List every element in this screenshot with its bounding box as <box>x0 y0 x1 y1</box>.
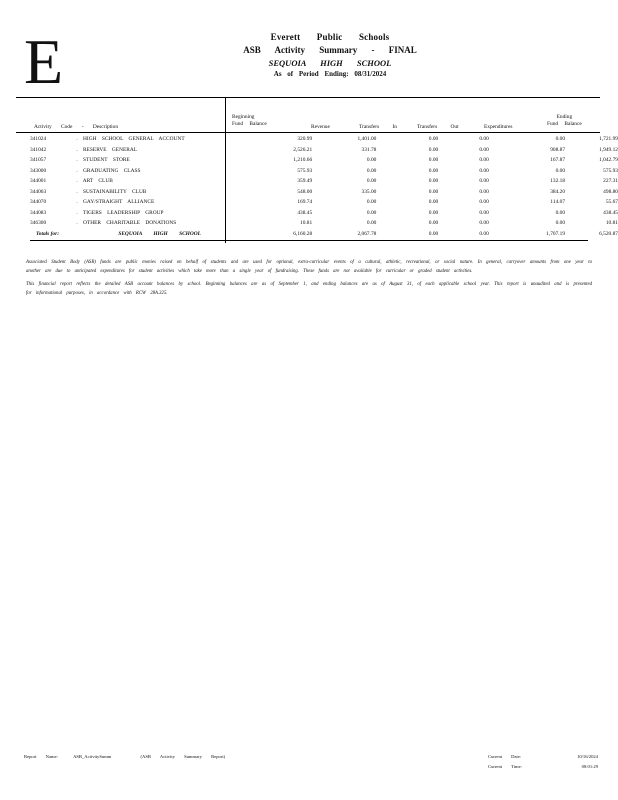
footer-report-desc: (ASB Activity Summary Report) <box>140 754 226 759</box>
row-ending-balance: 498.80 <box>603 188 618 195</box>
row-transfers-out: 0.00 <box>479 136 489 143</box>
row-beginning-balance: 438.45 <box>297 209 313 216</box>
row-revenue: 1,401.00 <box>357 136 377 143</box>
totals-expenditures: 1,707.19 <box>546 230 566 237</box>
row-revenue: 0.00 <box>366 167 377 174</box>
row-ending-balance: 227.31 <box>603 178 618 185</box>
row-beginning-balance: 1,210.66 <box>293 157 313 164</box>
row-activity-code: 341057 <box>30 157 47 164</box>
row-revenue: 331.78 <box>361 146 377 153</box>
row-expenditures: 908.87 <box>550 146 566 153</box>
notes-paragraph-2: This financial report reflects the detailed ASB account balances by school. Beginning balances are as of September 1, and ending balances are as of August 31, of each applicable school year. This report is unaudited and is presented for informational purposes, in accordance with RCW 28A.325. <box>26 282 592 296</box>
row-transfers-in: 0.00 <box>428 188 439 195</box>
row-ending-balance: 1,949.12 <box>599 146 618 153</box>
row-activity-code: 344001 <box>30 178 47 185</box>
footer-time-row <box>488 762 598 772</box>
row-description: . GAY/STRAIGHT ALLIANCE <box>76 199 155 206</box>
row-activity-code: 341042 <box>30 146 47 153</box>
row-revenue: 0.00 <box>366 199 377 206</box>
footer-report-name: ASB_ActivitySumm <box>73 754 112 759</box>
row-transfers-in: 0.00 <box>428 178 439 185</box>
footer-report-info <box>24 752 225 762</box>
table-row <box>30 218 618 229</box>
header-top-rule <box>16 97 600 98</box>
report-title: ASB Activity Summary - FINAL <box>243 45 417 55</box>
district-logo-letter: E <box>24 26 64 97</box>
footer-timestamp <box>488 752 598 772</box>
col-activity-code: Activity Code - Description <box>34 124 119 130</box>
row-beginning-balance: 320.99 <box>297 136 313 143</box>
totals-beginning: 6,160.28 <box>293 230 313 237</box>
row-activity-code: 344083 <box>30 209 47 216</box>
col-expenditures: Expenditures <box>484 124 513 130</box>
row-expenditures: 132.18 <box>550 178 566 185</box>
row-description: . TIGERS LEADERSHIP GROUP <box>76 209 164 216</box>
row-revenue: 0.00 <box>366 157 377 164</box>
row-activity-code: 344070 <box>30 199 47 206</box>
row-transfers-in: 0.00 <box>428 199 439 206</box>
row-activity-code: 341024 <box>30 136 47 143</box>
period-ending: As of Period Ending: 08/31/2024 <box>273 70 387 78</box>
footer-time-label: Current Time: <box>488 764 522 769</box>
table-row <box>30 208 618 219</box>
row-transfers-in: 0.00 <box>428 220 439 227</box>
row-description: . ART CLUB <box>76 178 113 185</box>
row-ending-balance: 10.81 <box>605 220 618 227</box>
row-activity-code: 343000 <box>30 167 47 174</box>
row-transfers-in: 0.00 <box>428 209 439 216</box>
district-name: Everett Public Schools <box>270 32 390 42</box>
totals-row <box>30 229 618 240</box>
table-row <box>30 197 618 208</box>
row-ending-balance: 575.93 <box>603 167 618 174</box>
row-transfers-out: 0.00 <box>479 199 489 206</box>
table-row <box>30 166 618 177</box>
row-transfers-out: 0.00 <box>479 220 489 227</box>
row-transfers-out: 0.00 <box>479 146 489 153</box>
row-transfers-in: 0.00 <box>428 157 439 164</box>
totals-transfers-in: 0.00 <box>428 230 439 237</box>
footer-date-value: 10/16/2024 <box>577 754 598 759</box>
table-row <box>30 187 618 198</box>
col-beginning-bottom: Fund Balance <box>232 121 267 127</box>
row-expenditures: 167.87 <box>550 157 566 164</box>
notes-paragraph-1: Associated Student Body (ASB) funds are public monies raised on behalf of students and are used for optional, extra-curricular events of a cultural, athletic, recreational, or social nature. In general, carryover amounts from one year to another are due to anticipated expenditures for student activities which take more than a single year of fundraising. These funds are not available for curricular or graded student activities. <box>26 260 592 274</box>
row-transfers-out: 0.00 <box>479 167 489 174</box>
row-expenditures: 384.20 <box>550 188 566 195</box>
row-activity-code: 344063 <box>30 188 47 195</box>
row-revenue: 0.00 <box>366 178 377 185</box>
col-transfers-in: Transfers In <box>359 124 398 130</box>
row-revenue: 335.00 <box>361 188 377 195</box>
totals-rule <box>30 240 588 241</box>
row-beginning-balance: 575.93 <box>297 167 313 174</box>
row-ending-balance: 1,721.99 <box>599 136 618 143</box>
table-row <box>30 145 618 156</box>
report-header <box>230 32 430 78</box>
row-transfers-in: 0.00 <box>428 167 439 174</box>
col-transfers-out: Transfers Out <box>417 124 459 130</box>
row-description: . SUSTAINABILITY CLUB <box>76 188 147 195</box>
col-ending-top: Ending <box>556 114 573 120</box>
header-bottom-rule <box>16 132 600 133</box>
report-notes <box>26 258 592 302</box>
row-revenue: 0.00 <box>366 209 377 216</box>
row-transfers-in: 0.00 <box>428 136 439 143</box>
row-ending-balance: 55.67 <box>605 199 618 206</box>
row-description: . STUDENT STORE <box>76 157 130 164</box>
row-beginning-balance: 169.74 <box>297 199 313 206</box>
row-description: . HIGH SCHOOL GENERAL ACCOUNT <box>76 136 185 143</box>
totals-revenue: 2,067.78 <box>357 230 377 237</box>
col-ending <box>547 114 582 128</box>
table-row <box>30 155 618 166</box>
row-transfers-out: 0.00 <box>479 178 489 185</box>
row-ending-balance: 438.45 <box>603 209 618 216</box>
row-revenue: 0.00 <box>366 220 377 227</box>
row-expenditures: 0.00 <box>555 167 566 174</box>
row-description: . GRADUATING CLASS <box>76 167 141 174</box>
totals-school: SEQUOIA HIGH SCHOOL <box>118 230 201 237</box>
row-beginning-balance: 10.81 <box>300 220 313 227</box>
col-ending-bottom: Fund Balance <box>547 121 582 127</box>
row-activity-code: 346300 <box>30 220 47 227</box>
row-transfers-out: 0.00 <box>479 188 489 195</box>
row-beginning-balance: 2,526.21 <box>293 146 313 153</box>
col-revenue: Revenue <box>311 124 330 130</box>
table-row <box>30 176 618 187</box>
row-transfers-in: 0.00 <box>428 146 439 153</box>
row-description: . OTHER CHARITABLE DONATIONS <box>76 220 177 227</box>
school-name: SEQUOIA HIGH SCHOOL <box>268 58 392 68</box>
col-beginning <box>232 114 267 128</box>
activity-table <box>30 134 618 239</box>
row-expenditures: 114.07 <box>550 199 566 206</box>
row-expenditures: 0.00 <box>555 220 566 227</box>
totals-transfers-out: 0.00 <box>479 230 489 237</box>
totals-ending: 6,520.87 <box>599 230 618 237</box>
footer-report-label: Report Name: <box>24 754 58 759</box>
row-ending-balance: 1,042.79 <box>599 157 618 164</box>
row-beginning-balance: 359.49 <box>297 178 313 185</box>
row-expenditures: 0.00 <box>555 136 566 143</box>
totals-label: Totals for: <box>36 230 60 237</box>
table-row <box>30 134 618 145</box>
row-expenditures: 0.00 <box>555 209 566 216</box>
row-transfers-out: 0.00 <box>479 157 489 164</box>
footer-time-value: 08:01:29 <box>581 764 598 769</box>
row-beginning-balance: 548.00 <box>297 188 313 195</box>
col-beginning-top: Beginning <box>232 114 255 120</box>
footer-date-label: Current Date: <box>488 754 522 759</box>
row-description: . RESERVE GENERAL <box>76 146 138 153</box>
row-transfers-out: 0.00 <box>479 209 489 216</box>
footer-date-row <box>488 752 598 762</box>
